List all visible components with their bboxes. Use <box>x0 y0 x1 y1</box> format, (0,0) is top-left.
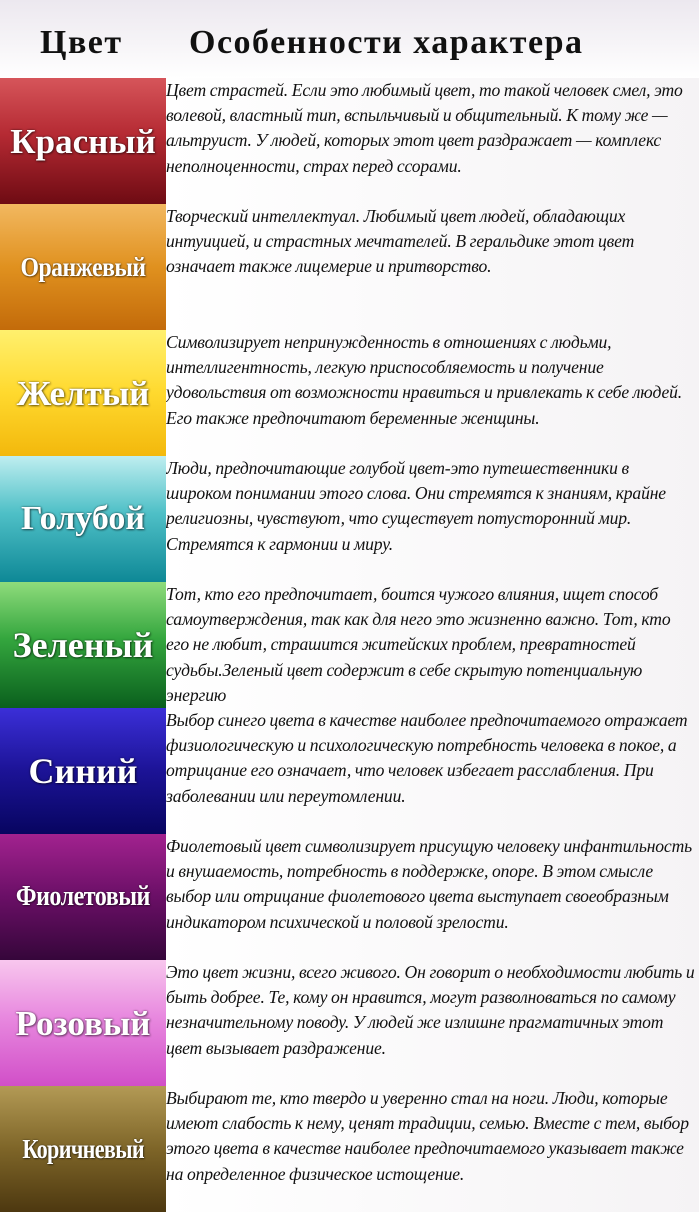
desc-brown <box>166 1086 699 1212</box>
color-name-blue: Синий <box>28 751 138 791</box>
row-green <box>0 582 699 708</box>
swatch-pink <box>0 960 166 1086</box>
desc-text-brown: Выбирают те, кто твердо и уверенно стал на ноги. Люди, которые имеют слабость к нему, ценят традиции, семью. Вместе с тем, выбор этого цвета в качестве наиболее предпочитаемого указывает также на определенное физическое истощение. <box>166 1088 689 1184</box>
row-violet <box>0 834 699 960</box>
desc-blue <box>166 708 699 834</box>
color-name-lightblue: Голубой <box>21 500 145 537</box>
swatch-brown <box>0 1086 166 1212</box>
desc-pink <box>166 960 699 1086</box>
swatch-blue <box>0 708 166 834</box>
swatch-lightblue <box>0 456 166 582</box>
color-name-red: Красный <box>10 121 156 161</box>
desc-red <box>166 78 699 204</box>
desc-text-orange: Творческий интеллектуал. Любимый цвет людей, обладающих интуицией, и страстных мечтателей. В геральдике этот цвет означает также лицемерие и притворство. <box>166 206 635 277</box>
header-color-label: Цвет <box>40 24 123 61</box>
row-orange <box>0 204 699 330</box>
desc-orange <box>166 204 699 330</box>
desc-text-violet: Фиолетовый цвет символизирует присущую человеку инфантильность и внушаемость, потребность в поддержке, опоре. В этом смысле выбор или отрицание фиолетового цвета выступает своеобразным индикатором психической и половой зрелости. <box>166 836 692 932</box>
swatch-yellow <box>0 330 166 456</box>
color-name-orange: Оранжевый <box>20 251 146 282</box>
desc-text-green: Тот, кто его предпочитает, боится чужого влияния, ищет способ самоутверждения, так как для него это жизненно важно. Тот, кто его не любит, страшится житейских проблем, превратностей судьбы.Зеленый цвет содержит в себе скрытую потенциальную энергию <box>166 584 671 705</box>
color-name-violet: Фиолетовый <box>16 881 150 912</box>
desc-text-red: Цвет страстей. Если это любимый цвет, то такой человек смел, это волевой, властный тип, вспыльчивый и общительный. К тому же — альтруист. У людей, которых этот цвет раздражает — комплекс неполноценности, страх перед ссорами. <box>166 80 683 176</box>
desc-violet <box>166 834 699 960</box>
color-table <box>0 78 699 1212</box>
desc-text-yellow: Символизирует непринужденность в отношениях с людьми, интеллигентность, легкую приспособляемость и получение удовольствия от возможности нравиться и привлекать к себе людей. Его также предпочитают беременные женщины. <box>166 332 683 428</box>
table-header <box>0 0 699 78</box>
row-pink <box>0 960 699 1086</box>
color-name-pink: Розовый <box>15 1003 151 1043</box>
desc-yellow <box>166 330 699 456</box>
row-blue <box>0 708 699 834</box>
color-name-yellow: Желтый <box>16 373 150 413</box>
header-traits-label: Особенности характера <box>189 24 584 61</box>
swatch-orange <box>0 204 166 330</box>
row-lightblue <box>0 456 699 582</box>
row-red <box>0 78 699 204</box>
desc-green <box>166 582 699 708</box>
swatch-violet <box>0 834 166 960</box>
row-brown <box>0 1086 699 1212</box>
desc-text-lightblue: Люди, предпочитающие голубой цвет-это путешественники в широком понимании этого слова. Они стремятся к знаниям, крайне религиозны, чувствуют, что существует потусторонний мир. Стремятся к гармонии и миру. <box>166 458 666 554</box>
desc-text-pink: Это цвет жизни, всего живого. Он говорит о необходимости любить и быть добрее. Те, кому он нравится, могут разволноваться по самому незначительному поводу. У людей же излишне прагматичных этот цвет вызывает раздражение. <box>166 962 695 1058</box>
swatch-red <box>0 78 166 204</box>
row-yellow <box>0 330 699 456</box>
desc-text-blue: Выбор синего цвета в качестве наиболее предпочитаемого отражает физиологическую и психологическую потребность человека в покое, а отрицание его означает, что человек избегает расслабления. При заболевании или переутомлении. <box>166 710 688 806</box>
swatch-green <box>0 582 166 708</box>
desc-lightblue <box>166 456 699 582</box>
color-name-brown: Коричневый <box>22 1133 144 1164</box>
color-name-green: Зеленый <box>12 625 154 665</box>
